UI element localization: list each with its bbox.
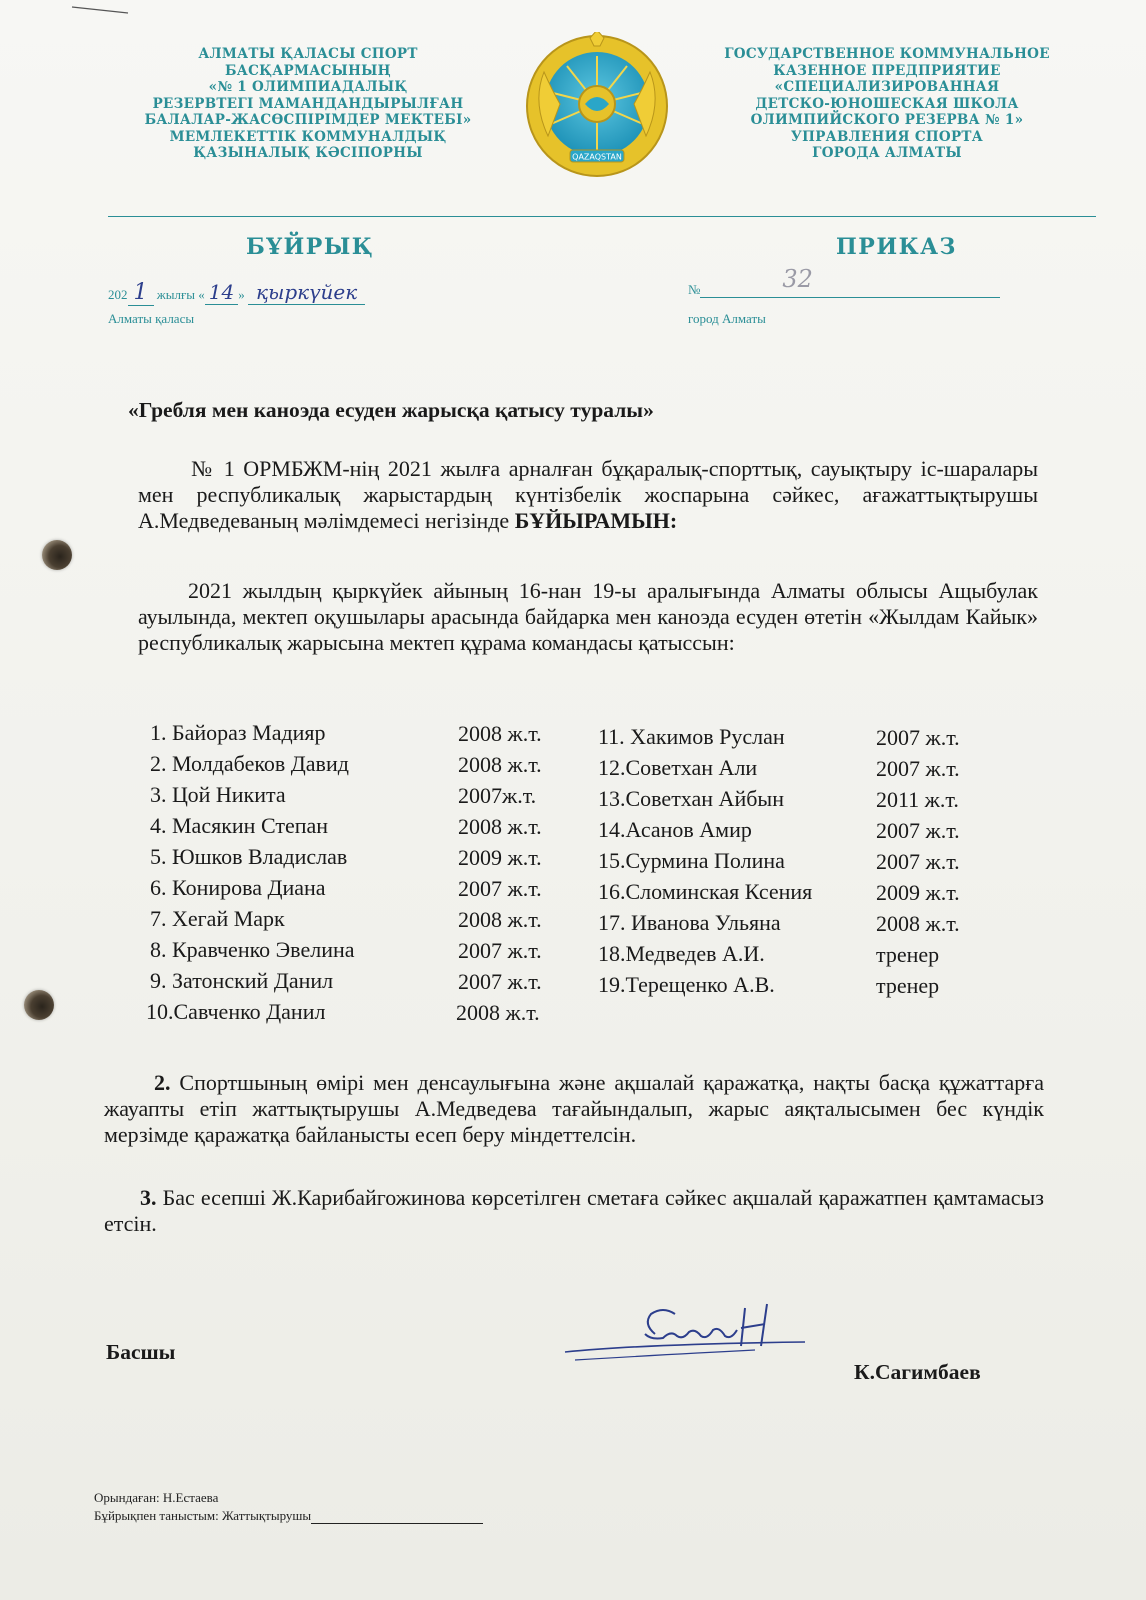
header-left-line: БАЛАЛАР-ЖАСӨСПІРІМДЕР МЕКТЕБІ» (144, 112, 472, 128)
participant-name: 8. Кравченко Эвелина (150, 937, 355, 962)
list-item (150, 720, 326, 746)
paragraph-funding-text: Бас есепші Ж.Карибайгожинова көрсетілген сметаға сәйкес ақшалай қаражатпен қамтамасыз етсін. (104, 1185, 1044, 1236)
participant-name: 9. Затонский Данил (150, 968, 334, 993)
date-day-handwritten: 14 (205, 280, 238, 305)
list-item-year (458, 845, 542, 871)
list-item-year (458, 876, 542, 902)
participant-year: 2007 ж.т. (458, 938, 542, 963)
list-item (598, 724, 785, 750)
list-item (150, 968, 333, 994)
participant-name: 17. Иванова Ульяна (598, 910, 781, 935)
date-month-handwritten: қыркүйек (248, 280, 365, 305)
list-item (598, 910, 781, 936)
participant-name: 13.Советхан Айбын (598, 786, 784, 811)
city-russian: город Алматы (688, 311, 766, 326)
participant-year: 2011 ж.т. (876, 787, 959, 812)
participant-year: 2008 ж.т. (458, 907, 542, 932)
pen-mark (70, 4, 130, 16)
city-kazakh: Алматы қаласы (108, 311, 195, 326)
order-title-russian: ПРИКАЗ (836, 234, 957, 260)
participant-name: 16.Сломинская Ксения (598, 879, 813, 904)
header-right-line: ДЕТСКО-ЮНОШЕСКАЯ ШКОЛА (755, 95, 1019, 112)
number-label: № (688, 282, 701, 297)
participant-name: 1. Байораз Мадияр (150, 720, 326, 745)
list-item (150, 782, 286, 808)
participant-year: тренер (876, 973, 940, 998)
paragraph-responsibility-text: Спортшының өмірі мен денсаулығына және ақшалай қаражатқа, нақты басқа құжаттарға жауапты етіп жаттықтырушы А.Медведева тағайындалып, жарыс аяқталысымен бес күндік мерзімде қаражатқа байланысты есеп беру міндеттелсін. (104, 1070, 1044, 1147)
header-right-line: «СПЕЦИАЛИЗИРОВАННАЯ (774, 79, 1000, 95)
list-item-year (458, 814, 542, 840)
participant-year: 2007 ж.т. (458, 969, 542, 994)
list-item-year (456, 1000, 540, 1026)
number-line (700, 265, 1000, 298)
list-item (146, 999, 325, 1025)
list-item (598, 941, 765, 967)
document-subject: «Гребля мен каноэда есуден жарысқа қатысу туралы» (128, 398, 654, 422)
participant-year: 2008 ж.т. (876, 911, 960, 936)
participant-name: 12.Советхан Али (598, 755, 758, 780)
state-emblem-icon (524, 32, 670, 182)
participant-year: 2007 ж.т. (876, 756, 960, 781)
signatory-title: Басшы (106, 1340, 176, 1364)
list-item-year (876, 880, 960, 906)
paragraph-basis-text: № 1 ОРМБЖМ-нің 2021 жылға арналған бұқаралық-спорттық, сауықтыру іс-шаралары мен республикалық жарыстардың күнтізбелік жоспарына сәйкес, ағажаттықтырушы А.Медведеваның мәлімдемесі негізінде (138, 456, 1038, 533)
acquainted-text: Бұйрықпен таныстым: Жаттықтырушы (94, 1508, 312, 1523)
date-close: » (238, 287, 248, 302)
participant-year: 2007 ж.т. (458, 876, 542, 901)
header-kazakh-organization (118, 46, 498, 162)
list-item-year (458, 938, 542, 964)
header-left-line: АЛМАТЫ ҚАЛАСЫ СПОРТ (198, 46, 418, 62)
list-item-year (876, 756, 960, 782)
participant-year: тренер (876, 942, 940, 967)
order-number (688, 265, 1000, 298)
acquainted-line (94, 1508, 483, 1524)
header-left-line: РЕЗЕРВТЕГІ МАМАНДАНДЫРЫЛҒАН (152, 95, 464, 112)
header-russian-organization (697, 46, 1077, 162)
list-item-year (876, 787, 959, 813)
header-right-line: ГОСУДАРСТВЕННОЕ КОММУНАЛЬНОЕ (724, 46, 1050, 62)
participant-year: 2007 ж.т. (876, 818, 960, 843)
participant-year: 2008 ж.т. (458, 752, 542, 777)
participant-name: 3. Цой Никита (150, 782, 286, 807)
list-item-year (876, 849, 960, 875)
participant-year: 2007 ж.т. (876, 725, 960, 750)
list-item (598, 972, 775, 998)
header-left-line: БАСҚАРМАСЫНЫҢ (224, 62, 392, 79)
list-item-year (876, 725, 960, 751)
participant-name: 4. Масякин Степан (150, 813, 329, 838)
list-item-year (876, 942, 939, 968)
order-title-kazakh: БҰЙРЫҚ (246, 234, 375, 260)
list-item-year (458, 969, 542, 995)
list-item-year (876, 911, 960, 937)
header-left-line: «№ 1 ОЛИМПИАДАЛЫҚ (208, 79, 408, 95)
participant-name: 2. Молдабеков Давид (150, 751, 349, 776)
participant-name: 7. Хегай Марк (150, 906, 285, 931)
header-left-line: МЕМЛЕКЕТТІК КОММУНАЛДЫҚ (169, 128, 447, 145)
participant-name: 15.Сурмина Полина (598, 848, 785, 873)
list-item (150, 844, 347, 870)
participant-year: 2008 ж.т. (458, 814, 542, 839)
punch-hole-top (42, 540, 72, 570)
paragraph-order (138, 578, 1038, 656)
participant-year: 2009 ж.т. (458, 845, 542, 870)
list-item-year (458, 907, 542, 933)
list-item (598, 817, 752, 843)
participant-year: 2007ж.т. (458, 783, 537, 808)
list-item (150, 751, 349, 777)
paragraph-basis (138, 456, 1038, 534)
header-right-line: КАЗЕННОЕ ПРЕДПРИЯТИЕ (773, 62, 1001, 79)
signatory-name: К.Сагимбаев (854, 1360, 981, 1384)
header-divider (108, 216, 1096, 217)
participant-year: 2008 ж.т. (456, 1000, 540, 1025)
list-item (150, 906, 285, 932)
header-right-line: ГОРОДА АЛМАТЫ (812, 145, 962, 161)
participant-name: 6. Конирова Диана (150, 875, 326, 900)
date-year-handwritten: 1 (128, 280, 154, 306)
list-item (598, 755, 757, 781)
participant-name: 19.Терещенко А.В. (598, 972, 775, 997)
list-item (598, 786, 784, 812)
list-item (598, 879, 812, 905)
date-mid: жылғы « (153, 287, 205, 302)
paragraph-number: 3. (140, 1185, 157, 1210)
list-item (598, 848, 785, 874)
handwritten-signature (555, 1300, 825, 1380)
paragraph-funding (104, 1185, 1044, 1237)
participant-name: 11. Хакимов Руслан (598, 724, 785, 749)
participant-name: 14.Асанов Амир (598, 817, 752, 842)
order-keyword: БҰЙЫРАМЫН: (514, 508, 678, 533)
header-right-line: УПРАВЛЕНИЯ СПОРТА (790, 128, 984, 145)
list-item-year (458, 752, 542, 778)
list-item (150, 813, 328, 839)
participant-year: 2007 ж.т. (876, 849, 960, 874)
paragraph-number: 2. (154, 1070, 171, 1095)
participant-year: 2008 ж.т. (458, 721, 542, 746)
participant-name: 10.Савченко Данил (146, 999, 326, 1024)
header-left-line: ҚАЗЫНАЛЫҚ КӘСІПОРНЫ (193, 145, 423, 161)
date-prefix: 202 (108, 287, 128, 302)
list-item-year (458, 783, 536, 809)
list-item (150, 875, 326, 901)
acquainted-blank (311, 1511, 483, 1524)
participant-name: 5. Юшков Владислав (150, 844, 348, 869)
executed-by: Орындаған: Н.Естаева (94, 1490, 219, 1505)
number-handwritten: 32 (782, 265, 813, 293)
participant-year: 2009 ж.т. (876, 880, 960, 905)
emblem-label: QAZAQSTAN (572, 152, 622, 162)
list-item (150, 937, 355, 963)
participant-name: 18.Медведев А.И. (598, 941, 765, 966)
list-item-year (458, 721, 542, 747)
punch-hole-bottom (24, 990, 54, 1020)
header-right-line: ОЛИМПИЙСКОГО РЕЗЕРВА № 1» (750, 112, 1024, 128)
paragraph-responsibility (104, 1070, 1044, 1148)
list-item-year (876, 973, 939, 999)
list-item-year (876, 818, 960, 844)
paragraph-order-text: 2021 жылдың қыркүйек айының 16-нан 19-ы аралығында Алматы облысы Ащыбулак ауылында, мектеп оқушылары арасында байдарка мен каноэда есуден өтетін «Жылдам Кайык» республикалық жарысына мектеп құрама командасы қатыссын: (138, 578, 1038, 655)
order-date (108, 280, 365, 305)
